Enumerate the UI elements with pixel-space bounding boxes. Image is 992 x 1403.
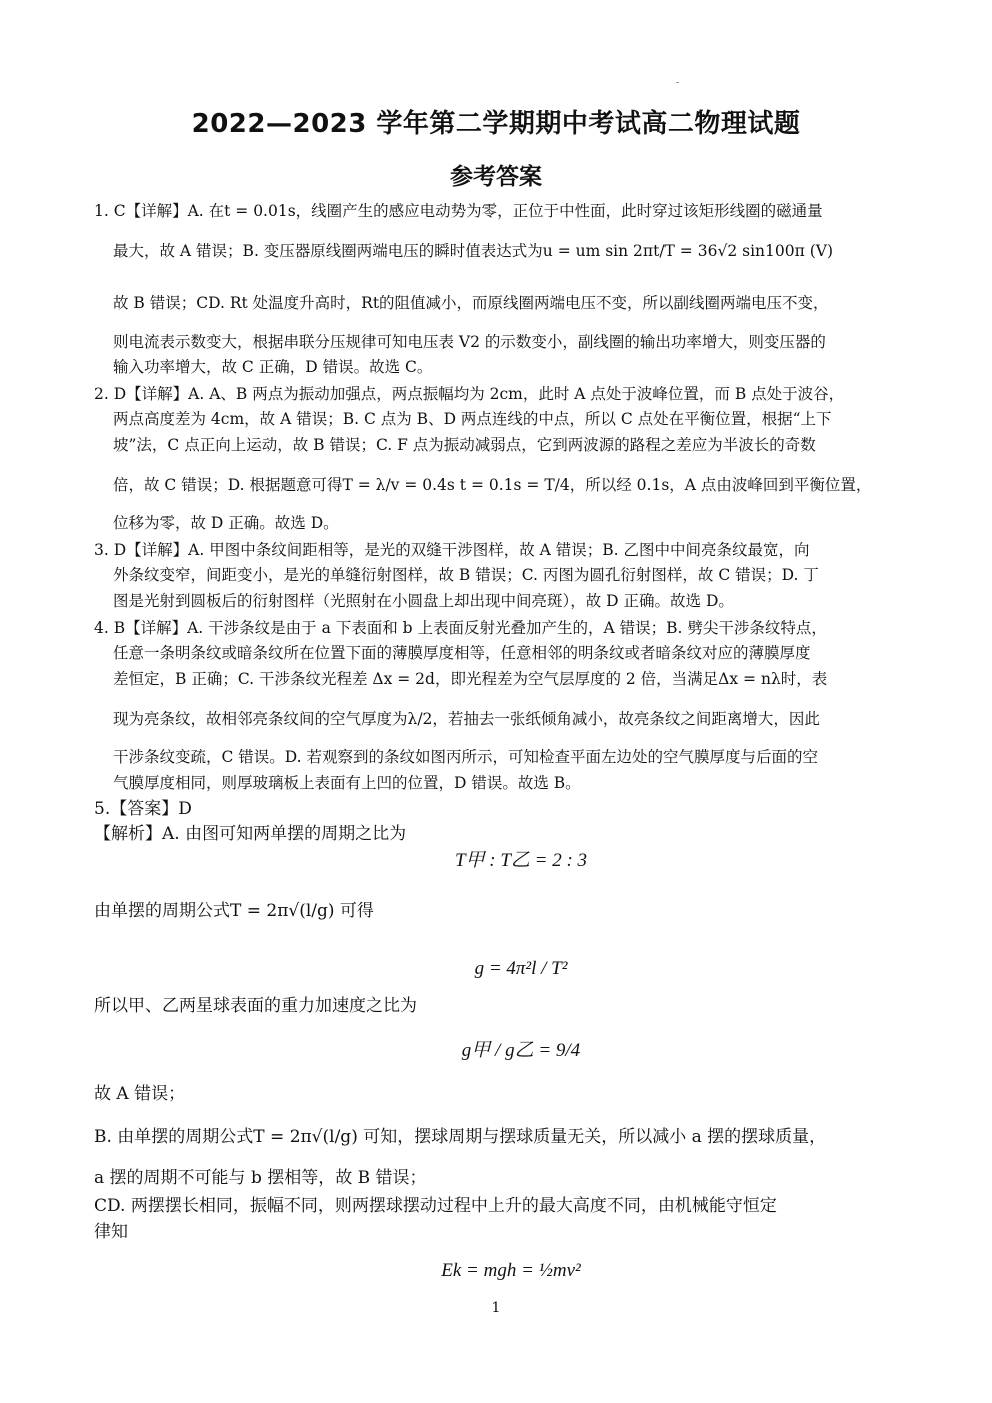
q1-line-2: 最大，故 A 错误；B. 变压器原线圈两端电压的瞬时值表达式为u = um sin 2πt/T = 36√2 sin100π (V) (113, 242, 833, 260)
q2-line-5: 位移为零，故 D 正确。故选 D。 (113, 514, 339, 532)
q4-line-3: 差恒定，B 正确；C. 干涉条纹光程差 Δx = 2d，即光程差为空气层厚度的 2 倍，当满足Δx = nλ时，表 (113, 670, 828, 688)
q2-line-1: 2. D【详解】A. A、B 两点为振动加强点，两点振幅均为 2cm，此时 A 点处于波峰位置，而 B 点处于波谷， (94, 385, 845, 403)
q3-line-1: 3. D【详解】A. 甲图中条纹间距相等，是光的双缝干涉图样，故 A 错误；B. 乙图中中间亮条纹最宽，向 (94, 541, 810, 559)
q1-line-4: 则电流表示数变大，根据串联分压规律可知电压表 V2 的示数变小，副线圈的输出功率增大，则变压器的 (113, 333, 826, 351)
q5-analysis-c1: CD. 两摆摆长相同，振幅不同，则两摆球摆动过程中上升的最大高度不同，由机械能守恒定 (94, 1196, 777, 1216)
q2-line-2: 两点高度差为 4cm，故 A 错误；B. C 点为 B、D 两点连线的中点，所以 C 点处在平衡位置，根据“上下 (113, 410, 832, 428)
equation-gravity-ratio: g甲 / g乙 = 9/4 (461, 1040, 581, 1061)
scan-speck (676, 82, 679, 83)
q5-answer: 5.【答案】D (94, 799, 192, 819)
q4-line-5: 干涉条纹变疏，C 错误。D. 若观察到的条纹如图丙所示，可知检查平面左边处的空气膜厚度与后面的空 (113, 748, 819, 766)
q4-line-6: 气膜厚度相同，则厚玻璃板上表面有上凹的位置，D 错误。故选 B。 (113, 774, 581, 792)
equation-period-ratio: T甲 : T乙 = 2 : 3 (454, 850, 588, 871)
q4-line-4: 现为亮条纹，故相邻亮条纹间的空气厚度为λ/2，若抽去一张纸倾角减小，故亮条纹之间距离增大，因此 (113, 710, 820, 728)
q4-line-2: 任意一条明条纹或暗条纹所在位置下面的薄膜厚度相等，任意相邻的明条纹或者暗条纹对应的薄膜厚度 (113, 644, 811, 662)
q2-line-3: 坡”法，C 点正向上运动，故 B 错误；C. F 点为振动减弱点，它到两波源的路程之差应为半波长的奇数 (113, 436, 816, 454)
equation-energy: Ek = mgh = ½mv² (441, 1260, 581, 1281)
q1-line-3: 故 B 错误；CD. Rt 处温度升高时，Rt的阻值减小，而原线圈两端电压不变，所以副线圈两端电压不变， (113, 294, 829, 312)
page-number: 1 (491, 1300, 501, 1316)
q3-line-2: 外条纹变窄，间距变小，是光的单缝衍射图样，故 B 错误；C. 丙图为圆孔衍射图样，故 C 错误；D. 丁 (113, 566, 819, 584)
page-title: 2022—2023 学年第二学期期中考试高二物理试题 (191, 109, 801, 139)
equation-gravity: g = 4π²l / T² (474, 958, 568, 979)
q3-line-3: 图是光射到圆板后的衍射图样（光照射在小圆盘上却出现中间亮斑），故 D 正确。故选 D。 (113, 592, 734, 610)
q5-analysis-c2: 律知 (94, 1222, 128, 1242)
q4-line-1: 4. B【详解】A. 干涉条纹是由于 a 下表面和 b 上表面反射光叠加产生的，A 错误；B. 劈尖干涉条纹特点， (94, 619, 827, 637)
q5-analysis-a4: 故 A 错误； (94, 1084, 186, 1104)
q5-analysis-b2: a 摆的周期不可能与 b 摆相等，故 B 错误； (94, 1168, 427, 1188)
q5-analysis-b1: B. 由单摆的周期公式T = 2π√(l/g) 可知，摆球周期与摆球质量无关，所以减小 a 摆的摆球质量， (94, 1127, 827, 1147)
q1-line-1: 1. C【详解】A. 在t = 0.01s，线圈产生的感应电动势为零，正位于中性面，此时穿过该矩形线圈的磁通量 (94, 202, 823, 220)
q1-line-5: 输入功率增大，故 C 正确，D 错误。故选 C。 (113, 358, 433, 376)
q5-analysis-a3: 所以甲、乙两星球表面的重力加速度之比为 (94, 996, 417, 1016)
q2-line-4: 倍，故 C 错误；D. 根据题意可得T = λ/v = 0.4s t = 0.1s = T/4，所以经 0.1s，A 点由波峰回到平衡位置， (113, 476, 872, 494)
q5-analysis-a2: 由单摆的周期公式T = 2π√(l/g) 可得 (94, 901, 374, 921)
q5-analysis-a1: 【解析】A. 由图可知两单摆的周期之比为 (94, 824, 407, 844)
page-subtitle: 参考答案 (450, 164, 542, 190)
